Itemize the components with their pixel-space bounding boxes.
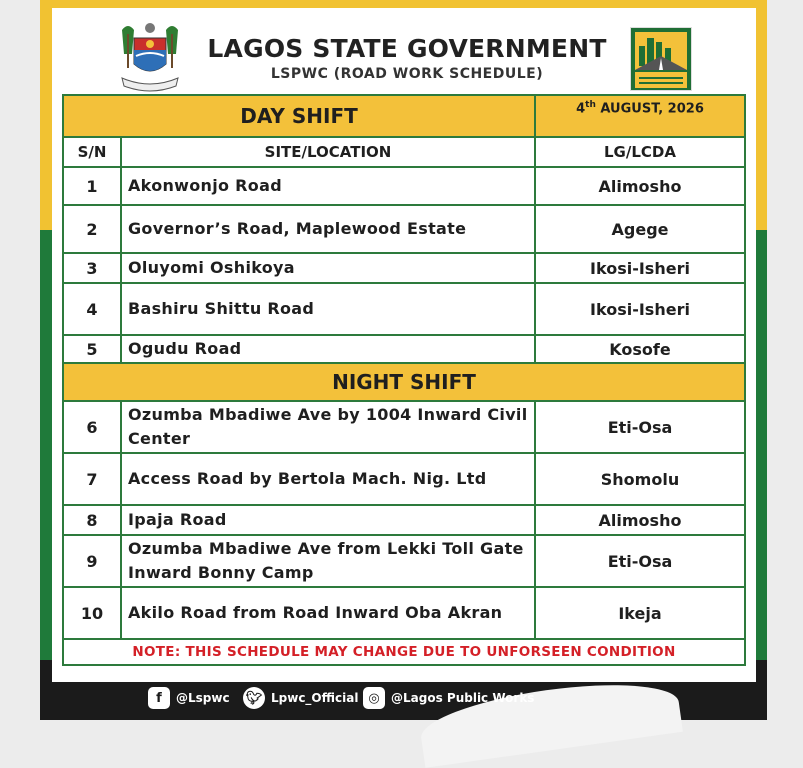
row-lg: Alimosho — [535, 167, 745, 205]
row-lg: Ikeja — [535, 587, 745, 639]
table-row — [63, 505, 745, 535]
row-site: Ogudu Road — [121, 335, 535, 363]
table-row — [63, 205, 745, 253]
facebook-handle: @Lspwc — [176, 691, 230, 705]
column-header-sn: S/N — [63, 137, 121, 167]
row-sn: 7 — [63, 453, 121, 505]
row-site: Ozumba Mbadiwe Ave by 1004 Inward Civil Center — [121, 401, 535, 453]
note-row — [63, 639, 745, 665]
table-row — [63, 401, 745, 453]
row-site: Akilo Road from Road Inward Oba Akran — [121, 587, 535, 639]
date-suffix: th — [585, 100, 596, 110]
day-shift-heading: DAY SHIFT — [63, 95, 535, 137]
day-shift-row — [63, 95, 745, 137]
row-sn: 5 — [63, 335, 121, 363]
column-header-lg: LG/LCDA — [535, 137, 745, 167]
lspwc-logo — [630, 27, 692, 91]
row-lg: Shomolu — [535, 453, 745, 505]
row-site: Ozumba Mbadiwe Ave from Lekki Toll Gate Inward Bonny Camp — [121, 535, 535, 587]
lagos-crest-logo — [114, 20, 186, 94]
night-shift-heading: NIGHT SHIFT — [63, 363, 745, 401]
table-row — [63, 253, 745, 283]
date-day: 4 — [576, 101, 586, 117]
row-lg: Alimosho — [535, 505, 745, 535]
schedule-table — [62, 94, 746, 666]
header — [52, 8, 756, 96]
row-sn: 10 — [63, 587, 121, 639]
row-sn: 6 — [63, 401, 121, 453]
row-site: Bashiru Shittu Road — [121, 283, 535, 335]
row-sn: 1 — [63, 167, 121, 205]
social-instagram[interactable] — [363, 686, 534, 710]
column-header-row — [63, 137, 745, 167]
table-row — [63, 283, 745, 335]
row-site: Governor’s Road, Maplewood Estate — [121, 205, 535, 253]
row-sn: 9 — [63, 535, 121, 587]
twitter-icon: 🐦︎ — [243, 687, 265, 709]
row-sn: 4 — [63, 283, 121, 335]
schedule-date — [535, 95, 745, 137]
schedule-card — [52, 8, 756, 682]
table-row — [63, 453, 745, 505]
table-row — [63, 587, 745, 639]
twitter-handle: Lpwc_Official — [271, 691, 359, 705]
row-site: Ipaja Road — [121, 505, 535, 535]
social-facebook[interactable] — [148, 686, 230, 710]
page-title: LAGOS STATE GOVERNMENT — [207, 34, 607, 63]
row-lg: Eti-Osa — [535, 401, 745, 453]
table-row — [63, 535, 745, 587]
row-sn: 2 — [63, 205, 121, 253]
schedule-note: NOTE: THIS SCHEDULE MAY CHANGE DUE TO UNFORSEEN CONDITION — [63, 639, 745, 665]
row-sn: 3 — [63, 253, 121, 283]
social-footer — [40, 682, 767, 720]
row-lg: Ikosi-Isheri — [535, 253, 745, 283]
instagram-handle: @Lagos Public Works — [391, 691, 535, 705]
row-site: Akonwonjo Road — [121, 167, 535, 205]
date-rest: AUGUST, 2026 — [595, 101, 704, 117]
table-row — [63, 167, 745, 205]
column-header-site: SITE/LOCATION — [121, 137, 535, 167]
row-lg: Agege — [535, 205, 745, 253]
social-twitter[interactable] — [243, 686, 358, 710]
row-lg: Kosofe — [535, 335, 745, 363]
row-site: Access Road by Bertola Mach. Nig. Ltd — [121, 453, 535, 505]
table-row — [63, 335, 745, 363]
row-sn: 8 — [63, 505, 121, 535]
facebook-icon: f — [148, 687, 170, 709]
instagram-icon: ◎ — [363, 687, 385, 709]
row-lg: Eti-Osa — [535, 535, 745, 587]
row-lg: Ikosi-Isheri — [535, 283, 745, 335]
night-shift-row — [63, 363, 745, 401]
row-site: Oluyomi Oshikoya — [121, 253, 535, 283]
page-subtitle: LSPWC (ROAD WORK SCHEDULE) — [270, 66, 544, 82]
